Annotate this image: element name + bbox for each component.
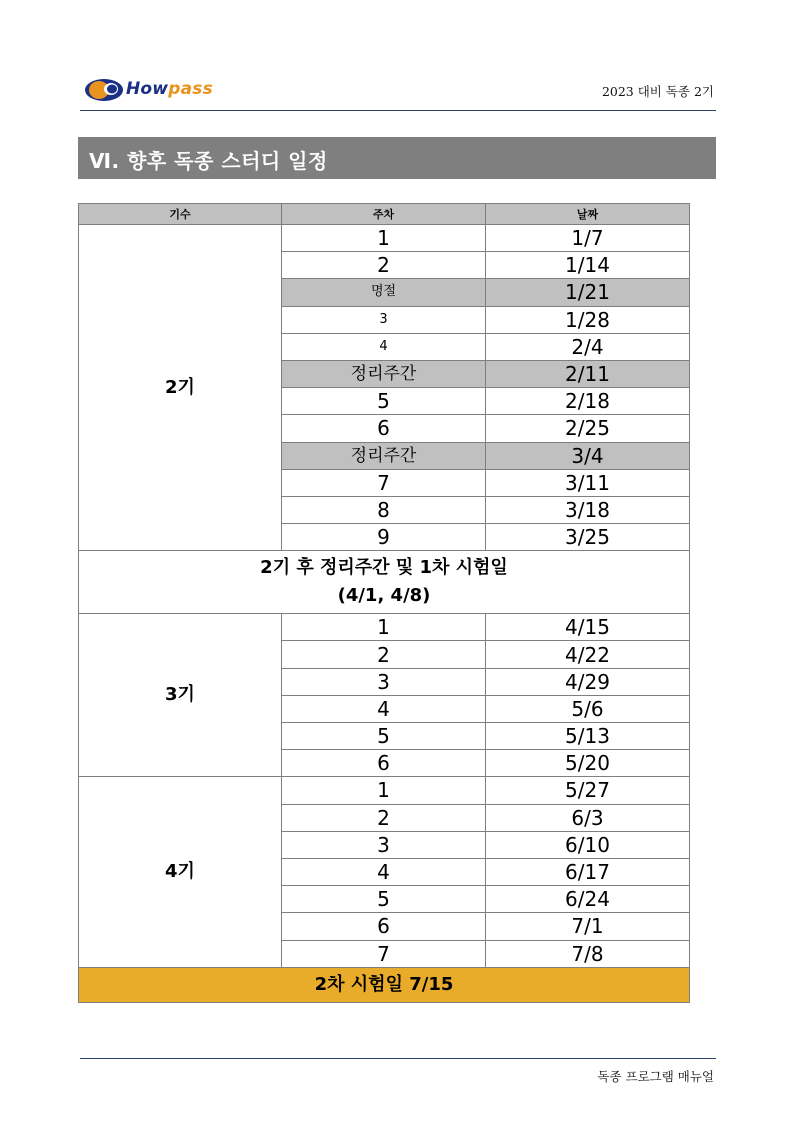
table-row xyxy=(79,225,690,252)
date-cell: 6/3 xyxy=(486,804,690,831)
date-cell: 5/13 xyxy=(486,723,690,750)
week-cell: 5 xyxy=(282,388,486,415)
final-exam-cell: 2차 시험일 7/15 xyxy=(79,967,690,1002)
date-cell: 2/25 xyxy=(486,415,690,442)
page-footer xyxy=(80,1058,716,1084)
page-header xyxy=(80,72,716,111)
logo-text: Howpass xyxy=(126,79,213,99)
week-cell: 4 xyxy=(282,333,486,360)
date-cell: 6/17 xyxy=(486,858,690,885)
week-cell: 6 xyxy=(282,750,486,777)
date-cell: 1/28 xyxy=(486,306,690,333)
date-cell: 4/29 xyxy=(486,668,690,695)
date-cell: 5/27 xyxy=(486,777,690,804)
date-cell: 3/11 xyxy=(486,469,690,496)
week-cell: 1 xyxy=(282,777,486,804)
week-cell: 8 xyxy=(282,496,486,523)
table-row xyxy=(79,777,690,804)
date-cell: 3/25 xyxy=(486,524,690,551)
cohort-label: 2기 xyxy=(79,225,282,551)
date-cell: 7/1 xyxy=(486,913,690,940)
date-cell: 1/7 xyxy=(486,225,690,252)
cohort-label: 4기 xyxy=(79,777,282,967)
footer-text: 독종 프로그램 매뉴얼 xyxy=(597,1069,714,1084)
week-cell: 3 xyxy=(282,831,486,858)
date-cell: 3/4 xyxy=(486,442,690,469)
final-exam-row xyxy=(79,967,690,1002)
week-cell: 2 xyxy=(282,252,486,279)
week-cell: 5 xyxy=(282,886,486,913)
week-cell: 6 xyxy=(282,415,486,442)
week-cell: 9 xyxy=(282,524,486,551)
date-cell: 7/8 xyxy=(486,940,690,967)
week-cell: 7 xyxy=(282,940,486,967)
table-header-row xyxy=(79,204,690,225)
week-cell: 3 xyxy=(282,306,486,333)
table-row xyxy=(79,614,690,641)
week-cell: 4 xyxy=(282,695,486,722)
date-cell: 4/15 xyxy=(486,614,690,641)
howpass-logo-icon xyxy=(84,78,124,102)
section-title: Ⅵ. 향후 독종 스터디 일정 xyxy=(89,149,328,173)
week-cell: 1 xyxy=(282,614,486,641)
date-cell: 2/4 xyxy=(486,333,690,360)
header-cohort: 기수 xyxy=(79,204,282,225)
date-cell: 6/24 xyxy=(486,886,690,913)
date-cell: 4/22 xyxy=(486,641,690,668)
schedule-table xyxy=(78,203,690,1003)
date-cell: 2/11 xyxy=(486,360,690,387)
week-cell: 정리주간 xyxy=(282,442,486,469)
cohort-label: 3기 xyxy=(79,614,282,777)
date-cell: 5/6 xyxy=(486,695,690,722)
week-cell: 5 xyxy=(282,723,486,750)
date-cell: 2/18 xyxy=(486,388,690,415)
week-cell: 2 xyxy=(282,641,486,668)
exam-note xyxy=(79,551,690,614)
week-cell: 명절 xyxy=(282,279,486,306)
header-title: 2023 대비 독종 2기 xyxy=(601,84,714,99)
date-cell: 1/14 xyxy=(486,252,690,279)
section-title-bar xyxy=(78,137,716,179)
week-cell: 1 xyxy=(282,225,486,252)
week-cell: 7 xyxy=(282,469,486,496)
week-cell: 6 xyxy=(282,913,486,940)
week-cell: 정리주간 xyxy=(282,360,486,387)
week-cell: 2 xyxy=(282,804,486,831)
week-cell: 3 xyxy=(282,668,486,695)
header-date: 날짜 xyxy=(486,204,690,225)
date-cell: 3/18 xyxy=(486,496,690,523)
note-row xyxy=(79,551,690,614)
date-cell: 6/10 xyxy=(486,831,690,858)
header-week: 주차 xyxy=(282,204,486,225)
exam-note-line2: (4/1, 4/8) xyxy=(337,585,431,607)
exam-note-line1: 2기 후 정리주간 및 1차 시험일 xyxy=(260,557,508,579)
date-cell: 5/20 xyxy=(486,750,690,777)
week-cell: 4 xyxy=(282,858,486,885)
date-cell: 1/21 xyxy=(486,279,690,306)
